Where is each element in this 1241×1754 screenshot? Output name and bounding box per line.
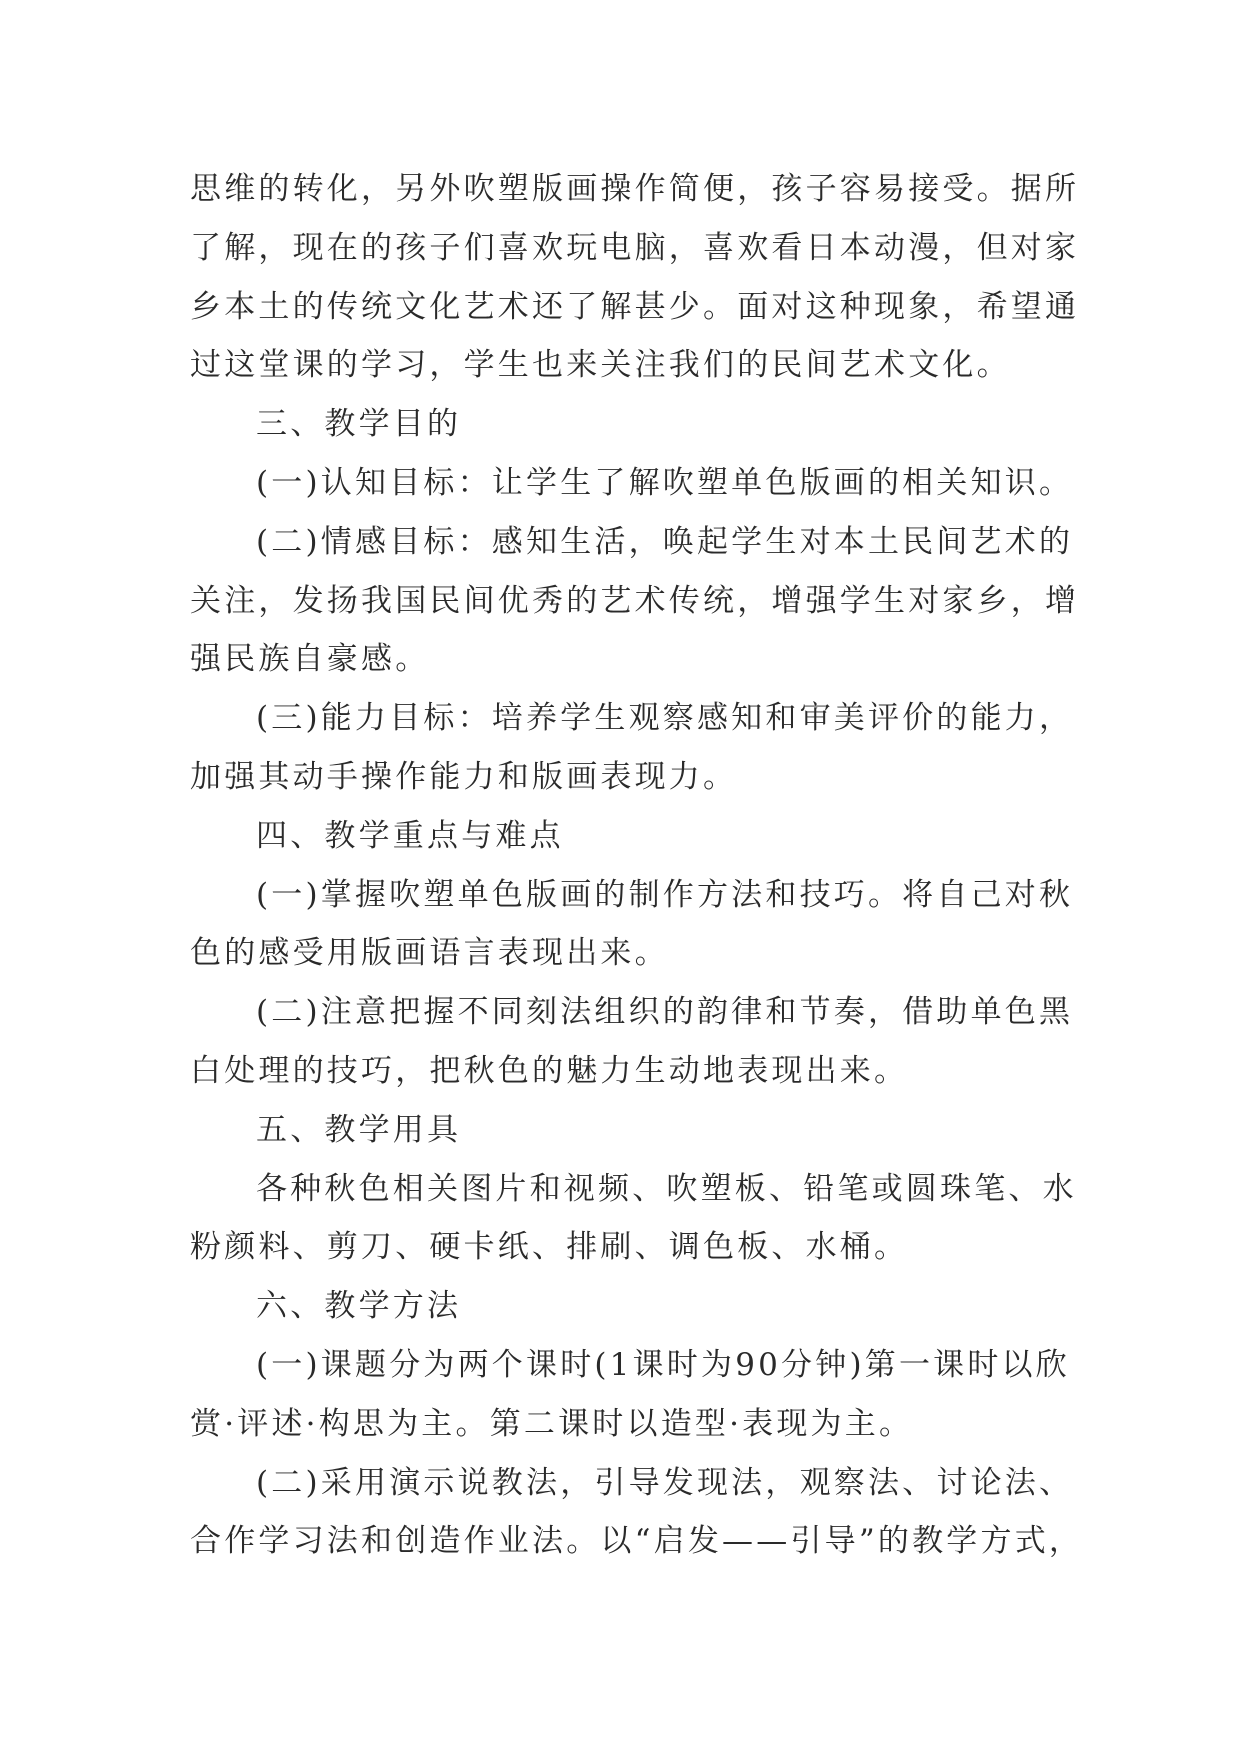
text-line: 了解，现在的孩子们喜欢玩电脑，喜欢看日本动漫，但对家 — [190, 229, 1080, 266]
text-line: 关注，发扬我国民间优秀的艺术传统，增强学生对家乡，增 — [190, 582, 1080, 619]
text-line: 色的感受用版画语言表现出来。 — [190, 935, 669, 972]
text-line: 赏·评述·构思为主。第二课时以造型·表现为主。 — [190, 1405, 914, 1442]
section-heading: 五、教学用具 — [256, 1111, 462, 1148]
section-heading: 四、教学重点与难点 — [256, 817, 564, 854]
text-line: (二)注意把握不同刻法组织的韵律和节奏，借助单色黑 — [256, 994, 1074, 1031]
text-line: (一)认知目标：让学生了解吹塑单色版画的相关知识。 — [256, 464, 1074, 501]
text-line: 合作学习法和创造作业法。以“启发——引导”的教学方式， — [190, 1523, 1084, 1560]
text-line: 乡本土的传统文化艺术还了解甚少。面对这种现象，希望通 — [190, 288, 1080, 325]
section-heading: 三、教学目的 — [256, 406, 462, 443]
text-line: 强民族自豪感。 — [190, 641, 430, 678]
text-line: (二)采用演示说教法，引导发现法，观察法、讨论法、 — [256, 1464, 1074, 1501]
text-line: 过这堂课的学习，学生也来关注我们的民间艺术文化。 — [190, 347, 1011, 384]
text-line: (一)掌握吹塑单色版画的制作方法和技巧。将自己对秋 — [256, 876, 1074, 913]
text-line: 粉颜料、剪刀、硬卡纸、排刷、调色板、水桶。 — [190, 1229, 909, 1266]
section-heading: 六、教学方法 — [256, 1288, 462, 1325]
text-line: (一)课题分为两个课时(1课时为90分钟)第一课时以欣 — [256, 1346, 1070, 1383]
text-line: 各种秋色相关图片和视频、吹塑板、铅笔或圆珠笔、水 — [256, 1170, 1077, 1207]
text-line: (三)能力目标：培养学生观察感知和审美评价的能力， — [256, 700, 1074, 737]
text-line: (二)情感目标：感知生活，唤起学生对本土民间艺术的 — [256, 523, 1074, 560]
text-line: 思维的转化，另外吹塑版画操作简便，孩子容易接受。据所 — [190, 171, 1080, 207]
document-body — [190, 160, 1084, 1571]
text-line: 加强其动手操作能力和版画表现力。 — [190, 758, 738, 795]
text-line: 白处理的技巧，把秋色的魅力生动地表现出来。 — [190, 1052, 909, 1089]
